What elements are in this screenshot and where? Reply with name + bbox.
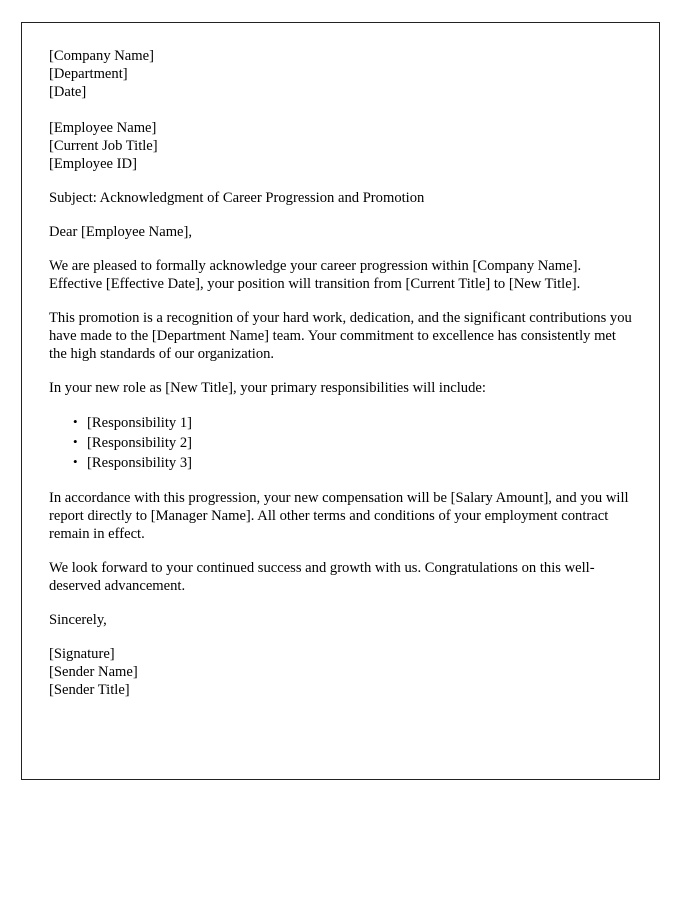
spacer (49, 473, 635, 489)
sender-date: [Date] (49, 84, 87, 100)
spacer (49, 543, 635, 559)
spacer (49, 241, 635, 257)
recipient-block (49, 119, 635, 173)
spacer (49, 101, 635, 119)
letter-body (49, 47, 635, 699)
list-item: • [Responsibility 3] (49, 453, 635, 473)
list-item: • [Responsibility 1] (49, 413, 635, 433)
signature-placeholder: [Signature] (49, 646, 115, 662)
spacer (49, 363, 635, 379)
closing: Sincerely, (49, 612, 107, 628)
paragraph-1: We are pleased to formally acknowledge your career progression within [Company Name]. Effective [Effective Date], your position will transition from [Current Title] to [New Title]. (49, 258, 582, 292)
responsibilities-list (49, 413, 635, 473)
signature-block (49, 645, 635, 699)
sender-department: [Department] (49, 66, 128, 82)
spacer (49, 629, 635, 645)
subject-line: Subject: Acknowledgment of Career Progression and Promotion (49, 190, 425, 206)
spacer (49, 293, 635, 309)
paragraph-4: In accordance with this progression, your new compensation will be [Salary Amount], and you will report directly to [Manager Name]. All other terms and conditions of your employment contract remain in effect. (49, 490, 629, 542)
spacer (49, 173, 635, 189)
sender-title: [Sender Title] (49, 682, 130, 698)
paragraph-3: In your new role as [New Title], your primary responsibilities will include: (49, 380, 486, 396)
spacer (49, 397, 635, 413)
spacer (49, 595, 635, 611)
paragraph-5: We look forward to your continued success and growth with us. Congratulations on this well-deserved advancement. (49, 560, 595, 594)
recipient-employee-id: [Employee ID] (49, 156, 137, 172)
list-item: • [Responsibility 2] (49, 433, 635, 453)
sender-block (49, 47, 635, 101)
recipient-job-title: [Current Job Title] (49, 138, 158, 154)
sender-name: [Sender Name] (49, 664, 138, 680)
salutation: Dear [Employee Name], (49, 224, 193, 240)
sender-company: [Company Name] (49, 48, 154, 64)
paragraph-2: This promotion is a recognition of your hard work, dedication, and the significant contributions you have made to the [Department Name] team. Your commitment to excellence has consistently met the high standards of our organization. (49, 310, 632, 362)
spacer (49, 207, 635, 223)
recipient-name: [Employee Name] (49, 120, 157, 136)
letter-page (21, 22, 660, 780)
